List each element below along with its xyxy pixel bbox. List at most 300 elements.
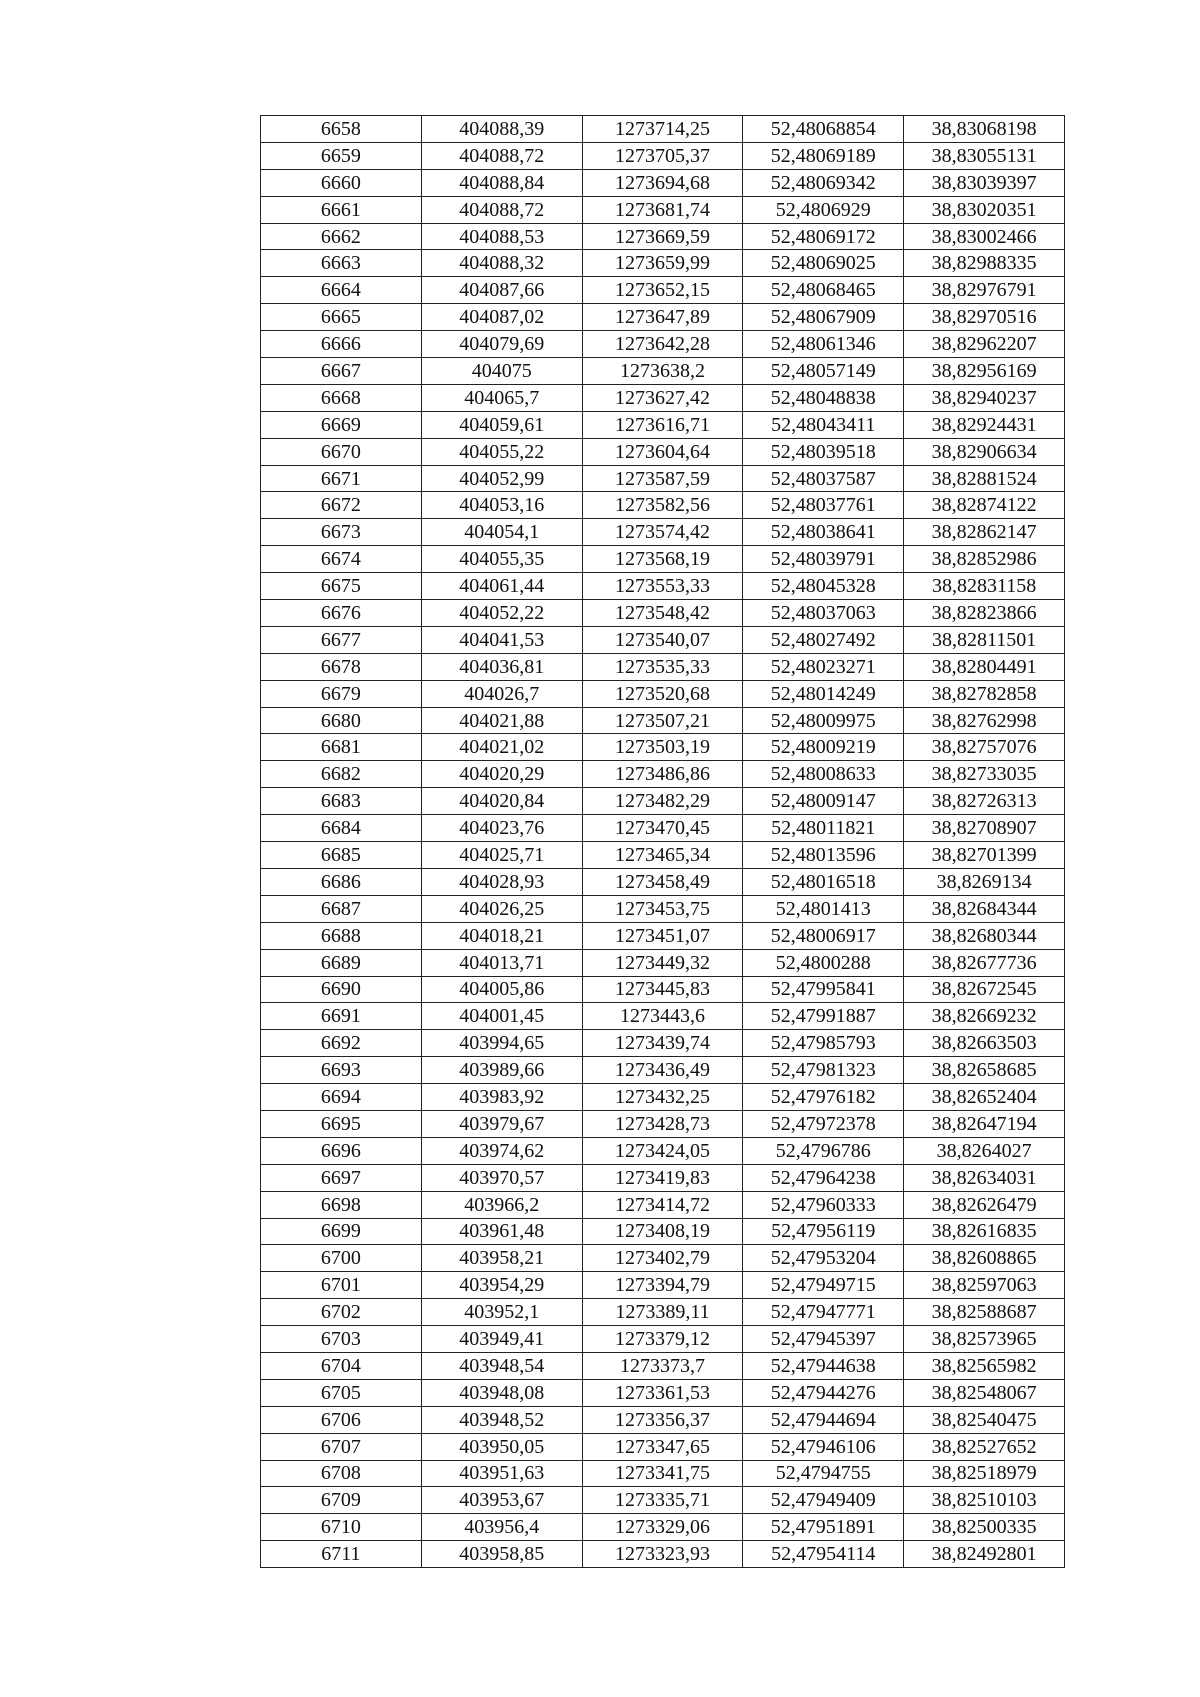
- longitude-cell: 38,82647194: [904, 1110, 1065, 1137]
- point-number-cell: 6673: [261, 519, 422, 546]
- latitude-cell: 52,4794755: [743, 1460, 904, 1487]
- longitude-cell: 38,82597063: [904, 1272, 1065, 1299]
- y-coordinate-cell: 1273419,83: [582, 1164, 743, 1191]
- point-number-cell: 6704: [261, 1352, 422, 1379]
- y-coordinate-cell: 1273548,42: [582, 600, 743, 627]
- latitude-cell: 52,47956119: [743, 1218, 904, 1245]
- x-coordinate-cell: 404018,21: [421, 922, 582, 949]
- x-coordinate-cell: 404088,39: [421, 116, 582, 143]
- table-row: [261, 922, 1065, 949]
- point-number-cell: 6687: [261, 895, 422, 922]
- x-coordinate-cell: 403958,85: [421, 1541, 582, 1568]
- point-number-cell: 6661: [261, 196, 422, 223]
- y-coordinate-cell: 1273652,15: [582, 277, 743, 304]
- table-row: [261, 465, 1065, 492]
- table-row: [261, 707, 1065, 734]
- y-coordinate-cell: 1273432,25: [582, 1084, 743, 1111]
- longitude-cell: 38,82510103: [904, 1487, 1065, 1514]
- point-number-cell: 6706: [261, 1406, 422, 1433]
- longitude-cell: 38,82658685: [904, 1057, 1065, 1084]
- point-number-cell: 6698: [261, 1191, 422, 1218]
- longitude-cell: 38,82616835: [904, 1218, 1065, 1245]
- latitude-cell: 52,48048838: [743, 384, 904, 411]
- table-row: [261, 815, 1065, 842]
- latitude-cell: 52,48068854: [743, 116, 904, 143]
- x-coordinate-cell: 403950,05: [421, 1433, 582, 1460]
- latitude-cell: 52,47981323: [743, 1057, 904, 1084]
- x-coordinate-cell: 403994,65: [421, 1030, 582, 1057]
- point-number-cell: 6677: [261, 626, 422, 653]
- y-coordinate-cell: 1273408,19: [582, 1218, 743, 1245]
- x-coordinate-cell: 404087,02: [421, 304, 582, 331]
- x-coordinate-cell: 404079,69: [421, 331, 582, 358]
- table-row: [261, 546, 1065, 573]
- table-row: [261, 358, 1065, 385]
- longitude-cell: 38,82684344: [904, 895, 1065, 922]
- latitude-cell: 52,48039791: [743, 546, 904, 573]
- point-number-cell: 6664: [261, 277, 422, 304]
- latitude-cell: 52,47953204: [743, 1245, 904, 1272]
- x-coordinate-cell: 404088,72: [421, 142, 582, 169]
- point-number-cell: 6686: [261, 868, 422, 895]
- x-coordinate-cell: 404025,71: [421, 842, 582, 869]
- point-number-cell: 6709: [261, 1487, 422, 1514]
- point-number-cell: 6702: [261, 1299, 422, 1326]
- y-coordinate-cell: 1273436,49: [582, 1057, 743, 1084]
- latitude-cell: 52,47972378: [743, 1110, 904, 1137]
- x-coordinate-cell: 404054,1: [421, 519, 582, 546]
- x-coordinate-cell: 403951,63: [421, 1460, 582, 1487]
- y-coordinate-cell: 1273335,71: [582, 1487, 743, 1514]
- longitude-cell: 38,82962207: [904, 331, 1065, 358]
- latitude-cell: 52,47949409: [743, 1487, 904, 1514]
- y-coordinate-cell: 1273424,05: [582, 1137, 743, 1164]
- point-number-cell: 6705: [261, 1379, 422, 1406]
- y-coordinate-cell: 1273451,07: [582, 922, 743, 949]
- table-row: [261, 1352, 1065, 1379]
- longitude-cell: 38,82680344: [904, 922, 1065, 949]
- latitude-cell: 52,48006917: [743, 922, 904, 949]
- table-row: [261, 223, 1065, 250]
- longitude-cell: 38,82527652: [904, 1433, 1065, 1460]
- longitude-cell: 38,82881524: [904, 465, 1065, 492]
- point-number-cell: 6701: [261, 1272, 422, 1299]
- latitude-cell: 52,48039518: [743, 438, 904, 465]
- point-number-cell: 6708: [261, 1460, 422, 1487]
- x-coordinate-cell: 404026,25: [421, 895, 582, 922]
- point-number-cell: 6689: [261, 949, 422, 976]
- longitude-cell: 38,82874122: [904, 492, 1065, 519]
- latitude-cell: 52,47944276: [743, 1379, 904, 1406]
- table-row: [261, 1191, 1065, 1218]
- y-coordinate-cell: 1273347,65: [582, 1433, 743, 1460]
- longitude-cell: 38,82677736: [904, 949, 1065, 976]
- latitude-cell: 52,47946106: [743, 1433, 904, 1460]
- table-row: [261, 277, 1065, 304]
- y-coordinate-cell: 1273714,25: [582, 116, 743, 143]
- latitude-cell: 52,48038641: [743, 519, 904, 546]
- latitude-cell: 52,4796786: [743, 1137, 904, 1164]
- longitude-cell: 38,82862147: [904, 519, 1065, 546]
- table-row: [261, 1057, 1065, 1084]
- point-number-cell: 6690: [261, 976, 422, 1003]
- longitude-cell: 38,82940237: [904, 384, 1065, 411]
- longitude-cell: 38,82762998: [904, 707, 1065, 734]
- longitude-cell: 38,82492801: [904, 1541, 1065, 1568]
- latitude-cell: 52,48037063: [743, 600, 904, 627]
- table-row: [261, 1137, 1065, 1164]
- x-coordinate-cell: 404055,22: [421, 438, 582, 465]
- table-row: [261, 411, 1065, 438]
- x-coordinate-cell: 404055,35: [421, 546, 582, 573]
- point-number-cell: 6695: [261, 1110, 422, 1137]
- point-number-cell: 6697: [261, 1164, 422, 1191]
- x-coordinate-cell: 404065,7: [421, 384, 582, 411]
- table-row: [261, 331, 1065, 358]
- longitude-cell: 38,83002466: [904, 223, 1065, 250]
- x-coordinate-cell: 404005,86: [421, 976, 582, 1003]
- longitude-cell: 38,83055131: [904, 142, 1065, 169]
- point-number-cell: 6694: [261, 1084, 422, 1111]
- longitude-cell: 38,82548067: [904, 1379, 1065, 1406]
- x-coordinate-cell: 404053,16: [421, 492, 582, 519]
- latitude-cell: 52,47954114: [743, 1541, 904, 1568]
- longitude-cell: 38,82988335: [904, 250, 1065, 277]
- point-number-cell: 6662: [261, 223, 422, 250]
- point-number-cell: 6658: [261, 116, 422, 143]
- y-coordinate-cell: 1273705,37: [582, 142, 743, 169]
- latitude-cell: 52,48037761: [743, 492, 904, 519]
- point-number-cell: 6699: [261, 1218, 422, 1245]
- x-coordinate-cell: 403958,21: [421, 1245, 582, 1272]
- point-number-cell: 6667: [261, 358, 422, 385]
- point-number-cell: 6693: [261, 1057, 422, 1084]
- latitude-cell: 52,48016518: [743, 868, 904, 895]
- longitude-cell: 38,82652404: [904, 1084, 1065, 1111]
- y-coordinate-cell: 1273574,42: [582, 519, 743, 546]
- point-number-cell: 6669: [261, 411, 422, 438]
- y-coordinate-cell: 1273582,56: [582, 492, 743, 519]
- latitude-cell: 52,48043411: [743, 411, 904, 438]
- point-number-cell: 6688: [261, 922, 422, 949]
- point-number-cell: 6680: [261, 707, 422, 734]
- x-coordinate-cell: 403953,67: [421, 1487, 582, 1514]
- y-coordinate-cell: 1273379,12: [582, 1326, 743, 1353]
- table-row: [261, 250, 1065, 277]
- table-row: [261, 1487, 1065, 1514]
- latitude-cell: 52,48009147: [743, 788, 904, 815]
- x-coordinate-cell: 403948,54: [421, 1352, 582, 1379]
- y-coordinate-cell: 1273540,07: [582, 626, 743, 653]
- latitude-cell: 52,47944694: [743, 1406, 904, 1433]
- y-coordinate-cell: 1273414,72: [582, 1191, 743, 1218]
- longitude-cell: 38,82540475: [904, 1406, 1065, 1433]
- latitude-cell: 52,47976182: [743, 1084, 904, 1111]
- longitude-cell: 38,82823866: [904, 600, 1065, 627]
- x-coordinate-cell: 403989,66: [421, 1057, 582, 1084]
- latitude-cell: 52,48057149: [743, 358, 904, 385]
- x-coordinate-cell: 403948,52: [421, 1406, 582, 1433]
- y-coordinate-cell: 1273642,28: [582, 331, 743, 358]
- longitude-cell: 38,82573965: [904, 1326, 1065, 1353]
- longitude-cell: 38,8269134: [904, 868, 1065, 895]
- longitude-cell: 38,83039397: [904, 169, 1065, 196]
- x-coordinate-cell: 403979,67: [421, 1110, 582, 1137]
- x-coordinate-cell: 403974,62: [421, 1137, 582, 1164]
- y-coordinate-cell: 1273445,83: [582, 976, 743, 1003]
- table-row: [261, 142, 1065, 169]
- coordinates-table-body: [261, 116, 1065, 1568]
- x-coordinate-cell: 403954,29: [421, 1272, 582, 1299]
- latitude-cell: 52,48069342: [743, 169, 904, 196]
- x-coordinate-cell: 404020,84: [421, 788, 582, 815]
- table-row: [261, 1379, 1065, 1406]
- longitude-cell: 38,82634031: [904, 1164, 1065, 1191]
- y-coordinate-cell: 1273627,42: [582, 384, 743, 411]
- point-number-cell: 6700: [261, 1245, 422, 1272]
- table-row: [261, 1272, 1065, 1299]
- y-coordinate-cell: 1273553,33: [582, 573, 743, 600]
- longitude-cell: 38,82976791: [904, 277, 1065, 304]
- table-row: [261, 169, 1065, 196]
- point-number-cell: 6683: [261, 788, 422, 815]
- table-row: [261, 1326, 1065, 1353]
- y-coordinate-cell: 1273458,49: [582, 868, 743, 895]
- table-row: [261, 868, 1065, 895]
- longitude-cell: 38,82831158: [904, 573, 1065, 600]
- x-coordinate-cell: 404001,45: [421, 1003, 582, 1030]
- latitude-cell: 52,4801413: [743, 895, 904, 922]
- longitude-cell: 38,82608865: [904, 1245, 1065, 1272]
- point-number-cell: 6671: [261, 465, 422, 492]
- y-coordinate-cell: 1273449,32: [582, 949, 743, 976]
- longitude-cell: 38,82804491: [904, 653, 1065, 680]
- x-coordinate-cell: 404023,76: [421, 815, 582, 842]
- longitude-cell: 38,82906634: [904, 438, 1065, 465]
- latitude-cell: 52,47951891: [743, 1514, 904, 1541]
- longitude-cell: 38,82757076: [904, 734, 1065, 761]
- latitude-cell: 52,48014249: [743, 680, 904, 707]
- y-coordinate-cell: 1273507,21: [582, 707, 743, 734]
- table-row: [261, 384, 1065, 411]
- y-coordinate-cell: 1273341,75: [582, 1460, 743, 1487]
- x-coordinate-cell: 404028,93: [421, 868, 582, 895]
- y-coordinate-cell: 1273669,59: [582, 223, 743, 250]
- latitude-cell: 52,48023271: [743, 653, 904, 680]
- x-coordinate-cell: 403948,08: [421, 1379, 582, 1406]
- latitude-cell: 52,48069025: [743, 250, 904, 277]
- y-coordinate-cell: 1273453,75: [582, 895, 743, 922]
- point-number-cell: 6691: [261, 1003, 422, 1030]
- x-coordinate-cell: 403961,48: [421, 1218, 582, 1245]
- latitude-cell: 52,48008633: [743, 761, 904, 788]
- point-number-cell: 6711: [261, 1541, 422, 1568]
- table-row: [261, 761, 1065, 788]
- longitude-cell: 38,82672545: [904, 976, 1065, 1003]
- latitude-cell: 52,47995841: [743, 976, 904, 1003]
- table-row: [261, 600, 1065, 627]
- table-row: [261, 1084, 1065, 1111]
- table-row: [261, 1541, 1065, 1568]
- longitude-cell: 38,82970516: [904, 304, 1065, 331]
- table-row: [261, 1460, 1065, 1487]
- latitude-cell: 52,48013596: [743, 842, 904, 869]
- latitude-cell: 52,4800288: [743, 949, 904, 976]
- table-row: [261, 1406, 1065, 1433]
- y-coordinate-cell: 1273389,11: [582, 1299, 743, 1326]
- y-coordinate-cell: 1273616,71: [582, 411, 743, 438]
- x-coordinate-cell: 403970,57: [421, 1164, 582, 1191]
- longitude-cell: 38,82663503: [904, 1030, 1065, 1057]
- table-row: [261, 1003, 1065, 1030]
- x-coordinate-cell: 404088,72: [421, 196, 582, 223]
- longitude-cell: 38,82500335: [904, 1514, 1065, 1541]
- latitude-cell: 52,47985793: [743, 1030, 904, 1057]
- longitude-cell: 38,83068198: [904, 116, 1065, 143]
- point-number-cell: 6665: [261, 304, 422, 331]
- y-coordinate-cell: 1273587,59: [582, 465, 743, 492]
- point-number-cell: 6674: [261, 546, 422, 573]
- latitude-cell: 52,48069172: [743, 223, 904, 250]
- x-coordinate-cell: 403952,1: [421, 1299, 582, 1326]
- y-coordinate-cell: 1273520,68: [582, 680, 743, 707]
- table-row: [261, 1218, 1065, 1245]
- table-row: [261, 1299, 1065, 1326]
- longitude-cell: 38,82852986: [904, 546, 1065, 573]
- point-number-cell: 6681: [261, 734, 422, 761]
- table-row: [261, 653, 1065, 680]
- x-coordinate-cell: 404088,53: [421, 223, 582, 250]
- point-number-cell: 6666: [261, 331, 422, 358]
- y-coordinate-cell: 1273503,19: [582, 734, 743, 761]
- y-coordinate-cell: 1273361,53: [582, 1379, 743, 1406]
- x-coordinate-cell: 404021,88: [421, 707, 582, 734]
- table-row: [261, 895, 1065, 922]
- y-coordinate-cell: 1273394,79: [582, 1272, 743, 1299]
- x-coordinate-cell: 404021,02: [421, 734, 582, 761]
- x-coordinate-cell: 404075: [421, 358, 582, 385]
- table-row: [261, 1110, 1065, 1137]
- table-row: [261, 196, 1065, 223]
- y-coordinate-cell: 1273402,79: [582, 1245, 743, 1272]
- longitude-cell: 38,82782858: [904, 680, 1065, 707]
- latitude-cell: 52,48069189: [743, 142, 904, 169]
- point-number-cell: 6685: [261, 842, 422, 869]
- coordinates-table: [260, 115, 1065, 1568]
- x-coordinate-cell: 404061,44: [421, 573, 582, 600]
- table-row: [261, 519, 1065, 546]
- point-number-cell: 6676: [261, 600, 422, 627]
- y-coordinate-cell: 1273482,29: [582, 788, 743, 815]
- y-coordinate-cell: 1273373,7: [582, 1352, 743, 1379]
- x-coordinate-cell: 403983,92: [421, 1084, 582, 1111]
- y-coordinate-cell: 1273443,6: [582, 1003, 743, 1030]
- latitude-cell: 52,48009219: [743, 734, 904, 761]
- point-number-cell: 6679: [261, 680, 422, 707]
- y-coordinate-cell: 1273329,06: [582, 1514, 743, 1541]
- y-coordinate-cell: 1273323,93: [582, 1541, 743, 1568]
- latitude-cell: 52,48068465: [743, 277, 904, 304]
- table-row: [261, 734, 1065, 761]
- point-number-cell: 6684: [261, 815, 422, 842]
- y-coordinate-cell: 1273568,19: [582, 546, 743, 573]
- x-coordinate-cell: 404052,22: [421, 600, 582, 627]
- y-coordinate-cell: 1273470,45: [582, 815, 743, 842]
- point-number-cell: 6659: [261, 142, 422, 169]
- table-row: [261, 438, 1065, 465]
- x-coordinate-cell: 404041,53: [421, 626, 582, 653]
- table-row: [261, 680, 1065, 707]
- table-row: [261, 1164, 1065, 1191]
- point-number-cell: 6703: [261, 1326, 422, 1353]
- longitude-cell: 38,82733035: [904, 761, 1065, 788]
- table-row: [261, 573, 1065, 600]
- x-coordinate-cell: 404013,71: [421, 949, 582, 976]
- point-number-cell: 6696: [261, 1137, 422, 1164]
- y-coordinate-cell: 1273486,86: [582, 761, 743, 788]
- latitude-cell: 52,48067909: [743, 304, 904, 331]
- table-row: [261, 304, 1065, 331]
- latitude-cell: 52,47945397: [743, 1326, 904, 1353]
- x-coordinate-cell: 404088,84: [421, 169, 582, 196]
- y-coordinate-cell: 1273439,74: [582, 1030, 743, 1057]
- longitude-cell: 38,82669232: [904, 1003, 1065, 1030]
- latitude-cell: 52,47991887: [743, 1003, 904, 1030]
- latitude-cell: 52,47944638: [743, 1352, 904, 1379]
- longitude-cell: 38,82626479: [904, 1191, 1065, 1218]
- x-coordinate-cell: 404087,66: [421, 277, 582, 304]
- latitude-cell: 52,48009975: [743, 707, 904, 734]
- longitude-cell: 38,8264027: [904, 1137, 1065, 1164]
- longitude-cell: 38,82588687: [904, 1299, 1065, 1326]
- y-coordinate-cell: 1273659,99: [582, 250, 743, 277]
- table-row: [261, 976, 1065, 1003]
- x-coordinate-cell: 403956,4: [421, 1514, 582, 1541]
- table-row: [261, 949, 1065, 976]
- y-coordinate-cell: 1273681,74: [582, 196, 743, 223]
- latitude-cell: 52,48011821: [743, 815, 904, 842]
- longitude-cell: 38,82924431: [904, 411, 1065, 438]
- x-coordinate-cell: 404036,81: [421, 653, 582, 680]
- table-row: [261, 1514, 1065, 1541]
- latitude-cell: 52,47964238: [743, 1164, 904, 1191]
- longitude-cell: 38,83020351: [904, 196, 1065, 223]
- table-row: [261, 1433, 1065, 1460]
- latitude-cell: 52,47960333: [743, 1191, 904, 1218]
- x-coordinate-cell: 404020,29: [421, 761, 582, 788]
- latitude-cell: 52,48027492: [743, 626, 904, 653]
- point-number-cell: 6678: [261, 653, 422, 680]
- y-coordinate-cell: 1273465,34: [582, 842, 743, 869]
- longitude-cell: 38,82726313: [904, 788, 1065, 815]
- longitude-cell: 38,82708907: [904, 815, 1065, 842]
- point-number-cell: 6670: [261, 438, 422, 465]
- point-number-cell: 6675: [261, 573, 422, 600]
- latitude-cell: 52,48037587: [743, 465, 904, 492]
- x-coordinate-cell: 404059,61: [421, 411, 582, 438]
- latitude-cell: 52,48045328: [743, 573, 904, 600]
- y-coordinate-cell: 1273535,33: [582, 653, 743, 680]
- point-number-cell: 6660: [261, 169, 422, 196]
- table-row: [261, 842, 1065, 869]
- y-coordinate-cell: 1273428,73: [582, 1110, 743, 1137]
- x-coordinate-cell: 404088,32: [421, 250, 582, 277]
- longitude-cell: 38,82701399: [904, 842, 1065, 869]
- point-number-cell: 6682: [261, 761, 422, 788]
- point-number-cell: 6707: [261, 1433, 422, 1460]
- longitude-cell: 38,82565982: [904, 1352, 1065, 1379]
- table-row: [261, 1245, 1065, 1272]
